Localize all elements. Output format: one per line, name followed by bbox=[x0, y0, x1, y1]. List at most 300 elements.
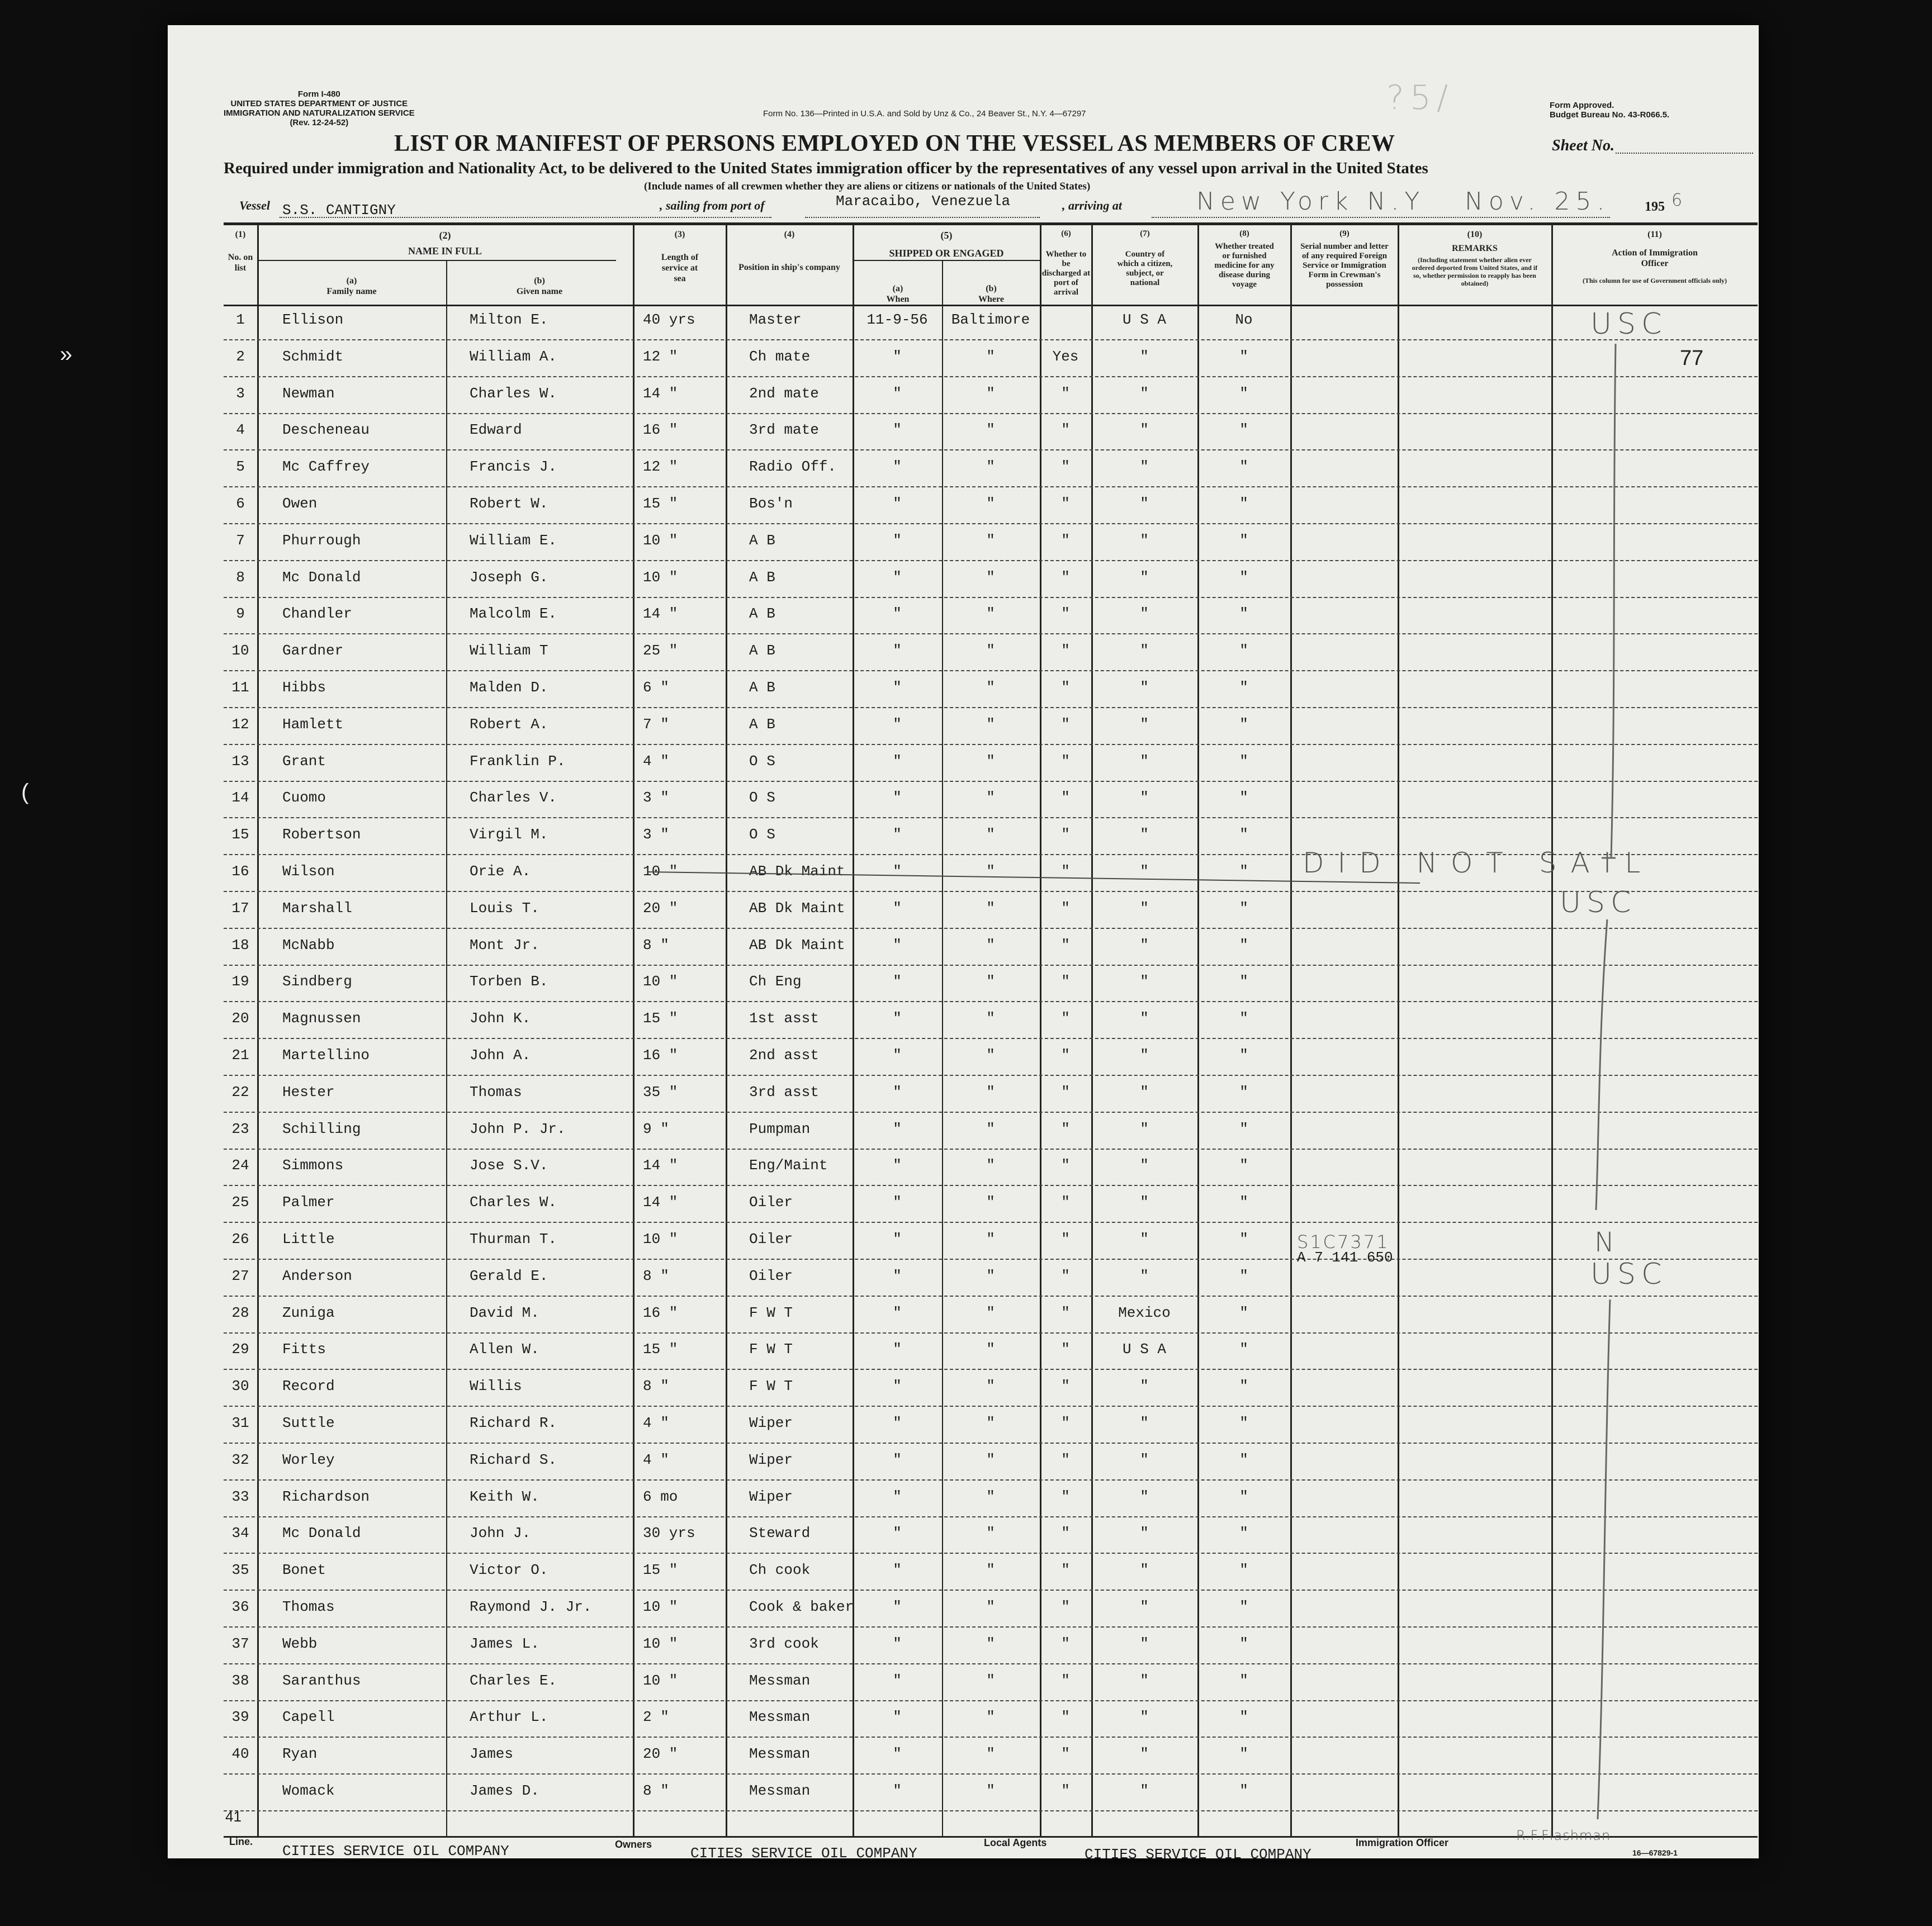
country: " bbox=[1140, 973, 1149, 990]
given-name: Malden D. bbox=[470, 679, 548, 696]
medicine: " bbox=[1239, 1010, 1248, 1027]
medicine: " bbox=[1239, 679, 1248, 696]
row-number: 21 bbox=[231, 1047, 249, 1064]
given-name: James L. bbox=[470, 1635, 539, 1652]
shipped-where: " bbox=[986, 421, 995, 438]
discharge: " bbox=[1061, 1415, 1070, 1431]
country: " bbox=[1140, 1378, 1149, 1394]
form-approved: Form Approved. bbox=[1550, 101, 1614, 110]
page-subtitle: Required under immigration and Nationality Act, to be delivered to the United States immigration officer by the representatives of any vessel upon arrival in the United States bbox=[224, 159, 1428, 177]
discharge: " bbox=[1061, 495, 1070, 512]
shipped-when: " bbox=[893, 1304, 902, 1321]
country: " bbox=[1140, 642, 1149, 659]
position: Oiler bbox=[749, 1268, 793, 1284]
discharge: " bbox=[1061, 1635, 1070, 1652]
medicine: " bbox=[1239, 1194, 1248, 1211]
shipped-when: " bbox=[893, 1010, 902, 1027]
family-name: Worley bbox=[282, 1451, 335, 1468]
service-length: 4 " bbox=[643, 1415, 669, 1431]
position: Messman bbox=[749, 1672, 811, 1689]
discharge: " bbox=[1061, 1709, 1070, 1725]
given-name: Louis T. bbox=[470, 900, 539, 917]
medicine: " bbox=[1239, 1635, 1248, 1652]
shipped-where: " bbox=[986, 900, 995, 917]
service-length: 4 " bbox=[643, 753, 669, 770]
medicine: " bbox=[1239, 973, 1248, 990]
family-name: Saranthus bbox=[282, 1672, 361, 1689]
shipped-when: " bbox=[893, 863, 902, 880]
family-name: Ryan bbox=[282, 1745, 318, 1762]
country: " bbox=[1140, 1084, 1149, 1100]
discharge: " bbox=[1061, 385, 1070, 402]
row-number: 8 bbox=[236, 569, 245, 586]
family-name: Newman bbox=[282, 385, 335, 402]
given-name: James bbox=[470, 1745, 514, 1762]
header-country: (7) Country of which a citizen, subject, or national bbox=[1117, 229, 1173, 287]
serial-annotation-2: A 7 141 650 bbox=[1297, 1249, 1393, 1266]
medicine: " bbox=[1239, 863, 1248, 880]
family-name: Descheneau bbox=[282, 421, 370, 438]
medicine: " bbox=[1239, 716, 1248, 733]
medicine: " bbox=[1239, 605, 1248, 622]
shipped-when: " bbox=[893, 605, 902, 622]
family-name: Schilling bbox=[282, 1121, 361, 1137]
footer-code: 16—67829-1 bbox=[1632, 1848, 1678, 1857]
row-number: 35 bbox=[231, 1562, 249, 1578]
shipped-when: " bbox=[893, 1121, 902, 1137]
shipped-where: " bbox=[986, 532, 995, 549]
family-name: Magnussen bbox=[282, 1010, 361, 1027]
position: 2nd asst bbox=[749, 1047, 819, 1064]
service-length: 16 " bbox=[643, 1304, 678, 1321]
given-name: James D. bbox=[470, 1782, 539, 1799]
shipped-when: " bbox=[893, 789, 902, 806]
position: 3rd cook bbox=[749, 1635, 819, 1652]
given-name: Joseph G. bbox=[470, 569, 548, 586]
country: " bbox=[1140, 1451, 1149, 1468]
shipped-where: " bbox=[986, 716, 995, 733]
medicine: " bbox=[1239, 900, 1248, 917]
discharge: " bbox=[1061, 863, 1070, 880]
country: " bbox=[1140, 716, 1149, 733]
row-number: 29 bbox=[231, 1341, 249, 1358]
shipped-when: " bbox=[893, 1451, 902, 1468]
shipped-when: " bbox=[893, 1047, 902, 1064]
shipped-where: " bbox=[986, 1304, 995, 1321]
sailing-port: Maracaibo, Venezuela bbox=[836, 193, 1011, 210]
given-name: William E. bbox=[470, 532, 557, 549]
shipped-where: " bbox=[986, 1121, 995, 1137]
header-shipped: (5) SHIPPED OR ENGAGED bbox=[889, 230, 1004, 259]
medicine: " bbox=[1239, 532, 1248, 549]
service: IMMIGRATION AND NATURALIZATION SERVICE bbox=[224, 108, 415, 118]
row-number: 40 bbox=[231, 1745, 249, 1762]
family-name: Webb bbox=[282, 1635, 318, 1652]
shipped-when: " bbox=[893, 1194, 902, 1211]
country: " bbox=[1140, 1010, 1149, 1027]
medicine: " bbox=[1239, 348, 1248, 365]
family-name: Capell bbox=[282, 1709, 335, 1725]
service-length: 9 " bbox=[643, 1121, 669, 1137]
family-name: Grant bbox=[282, 753, 326, 770]
shipped-where: " bbox=[986, 1635, 995, 1652]
shipped-where: " bbox=[986, 789, 995, 806]
country: " bbox=[1140, 1782, 1149, 1799]
arriving-label: , arriving at bbox=[1062, 198, 1122, 212]
discharge: " bbox=[1061, 1782, 1070, 1799]
page-note: (Include names of all crewmen whether they are aliens or citizens or nationals of the United States) bbox=[644, 181, 1091, 192]
discharge: " bbox=[1061, 1378, 1070, 1394]
ditto-bracket-lines bbox=[168, 25, 1759, 1858]
medicine: " bbox=[1239, 1672, 1248, 1689]
shipped-when: " bbox=[893, 753, 902, 770]
ditto-bracket-3 bbox=[1598, 1299, 1610, 1819]
discharge: " bbox=[1061, 1304, 1070, 1321]
medicine: " bbox=[1239, 1231, 1248, 1247]
discharge: Yes bbox=[1052, 348, 1079, 365]
given-name: John K. bbox=[470, 1010, 531, 1027]
discharge: " bbox=[1061, 1598, 1070, 1615]
family-name: Chandler bbox=[282, 605, 352, 622]
shipped-where: " bbox=[986, 569, 995, 586]
given-name: Arthur L. bbox=[470, 1709, 548, 1725]
medicine: " bbox=[1239, 826, 1248, 843]
country: " bbox=[1140, 1709, 1149, 1725]
given-name: Thurman T. bbox=[470, 1231, 557, 1247]
sheet-label: Sheet No. bbox=[1552, 137, 1614, 154]
row-number: 6 bbox=[236, 495, 245, 512]
given-name: Willis bbox=[470, 1378, 522, 1394]
family-name: Thomas bbox=[282, 1598, 335, 1615]
country: " bbox=[1140, 1121, 1149, 1137]
form-number: Form I-480 bbox=[297, 89, 340, 99]
shipped-when: " bbox=[893, 348, 902, 365]
margin-mark-2: ( bbox=[21, 780, 29, 804]
row-number: 16 bbox=[231, 863, 249, 880]
shipped-where: " bbox=[986, 1157, 995, 1174]
header-name: (2) NAME IN FULL bbox=[408, 230, 482, 257]
family-name: Bonet bbox=[282, 1562, 326, 1578]
year-prefix: 195 bbox=[1645, 200, 1665, 214]
medicine: " bbox=[1239, 1047, 1248, 1064]
position: Radio Off. bbox=[749, 458, 837, 475]
row-number: 13 bbox=[231, 753, 249, 770]
family-name: Sindberg bbox=[282, 973, 352, 990]
shipped-when: " bbox=[893, 1084, 902, 1100]
position: F W T bbox=[749, 1341, 793, 1358]
medicine: " bbox=[1239, 1157, 1248, 1174]
footer-agents-label: Local Agents bbox=[984, 1837, 1047, 1848]
shipped-where: " bbox=[986, 1745, 995, 1762]
family-name: Suttle bbox=[282, 1415, 335, 1431]
discharge: " bbox=[1061, 1047, 1070, 1064]
family-name: Mc Donald bbox=[282, 1525, 361, 1541]
position: F W T bbox=[749, 1378, 793, 1394]
position: F W T bbox=[749, 1304, 793, 1321]
row-number: 20 bbox=[231, 1010, 249, 1027]
row-number: 1 bbox=[236, 311, 245, 328]
shipped-where: " bbox=[986, 826, 995, 843]
family-name: Record bbox=[282, 1378, 335, 1394]
shipped-where: " bbox=[986, 605, 995, 622]
shipped-when: " bbox=[893, 1231, 902, 1247]
given-name: Jose S.V. bbox=[470, 1157, 548, 1174]
medicine: " bbox=[1239, 1709, 1248, 1725]
shipped-when: " bbox=[893, 495, 902, 512]
header-service: (3) Length of service at sea bbox=[661, 230, 699, 283]
service-length: 8 " bbox=[643, 937, 669, 953]
given-name: Charles V. bbox=[470, 789, 557, 806]
discharge: " bbox=[1061, 1525, 1070, 1541]
budget-bureau: Budget Bureau No. 43-R066.5. bbox=[1550, 110, 1670, 120]
country: " bbox=[1140, 1415, 1149, 1431]
country: " bbox=[1140, 495, 1149, 512]
shipped-where: " bbox=[986, 1010, 995, 1027]
family-name: Mc Caffrey bbox=[282, 458, 370, 475]
given-name: Francis J. bbox=[470, 458, 557, 475]
header-when: (a) When bbox=[886, 284, 910, 304]
row-number: 14 bbox=[231, 789, 249, 806]
given-name: Charles W. bbox=[470, 385, 557, 402]
position: A B bbox=[749, 642, 775, 659]
service-length: 10 " bbox=[643, 569, 678, 586]
header-medicine: (8) Whether treated or furnished medicine for any disease during voyage bbox=[1214, 229, 1275, 289]
shipped-when: " bbox=[893, 900, 902, 917]
officer-signature: R.F.Flashman bbox=[1516, 1828, 1611, 1843]
row-number: 5 bbox=[236, 458, 245, 475]
handwritten-top-mark: ?5/ bbox=[1386, 78, 1454, 117]
row-number: 18 bbox=[231, 937, 249, 953]
given-name: Mont Jr. bbox=[470, 937, 539, 953]
given-name: William T bbox=[470, 642, 548, 659]
serial-annotation-1: S1C7371 bbox=[1297, 1231, 1390, 1253]
discharge: " bbox=[1061, 1488, 1070, 1505]
country: " bbox=[1140, 348, 1149, 365]
discharge: " bbox=[1061, 1121, 1070, 1137]
country: " bbox=[1140, 1672, 1149, 1689]
position: Ch cook bbox=[749, 1562, 811, 1578]
position: 3rd mate bbox=[749, 421, 819, 438]
medicine: " bbox=[1239, 1598, 1248, 1615]
medicine: " bbox=[1239, 789, 1248, 806]
shipped-when: " bbox=[893, 1268, 902, 1284]
discharge: " bbox=[1061, 1157, 1070, 1174]
family-name: Robertson bbox=[282, 826, 361, 843]
country: " bbox=[1140, 1525, 1149, 1541]
footer-agents-company: CITIES SERVICE OIL COMPANY bbox=[1085, 1846, 1311, 1863]
medicine: " bbox=[1239, 1304, 1248, 1321]
service-length: 16 " bbox=[643, 1047, 678, 1064]
position: Wiper bbox=[749, 1488, 793, 1505]
header-position: (4) Position in ship's company bbox=[738, 230, 840, 272]
country: Mexico bbox=[1118, 1304, 1171, 1321]
medicine: " bbox=[1239, 1745, 1248, 1762]
given-name: Milton E. bbox=[470, 311, 548, 328]
family-name: Zuniga bbox=[282, 1304, 335, 1321]
shipped-when: " bbox=[893, 1415, 902, 1431]
medicine: " bbox=[1239, 385, 1248, 402]
shipped-where: " bbox=[986, 1709, 995, 1725]
service-length: 25 " bbox=[643, 642, 678, 659]
country: " bbox=[1140, 863, 1149, 880]
position: O S bbox=[749, 789, 775, 806]
shipped-when: " bbox=[893, 385, 902, 402]
medicine: " bbox=[1239, 1525, 1248, 1541]
discharge: " bbox=[1061, 1562, 1070, 1578]
family-name: Simmons bbox=[282, 1157, 344, 1174]
row-number: 15 bbox=[231, 826, 249, 843]
shipped-where: " bbox=[986, 1488, 995, 1505]
medicine: " bbox=[1239, 1121, 1248, 1137]
country: " bbox=[1140, 385, 1149, 402]
shipped-when: " bbox=[893, 569, 902, 586]
shipped-when: " bbox=[893, 826, 902, 843]
row-number: 39 bbox=[231, 1709, 249, 1725]
given-name: Charles W. bbox=[470, 1194, 557, 1211]
footer-officer-label: Immigration Officer bbox=[1356, 1837, 1449, 1848]
given-name: Charles E. bbox=[470, 1672, 557, 1689]
country: " bbox=[1140, 1231, 1149, 1247]
header-action: (11) Action of Immigration Officer (This column for use of Government officials only) bbox=[1582, 230, 1727, 284]
position: A B bbox=[749, 605, 775, 622]
shipped-where: " bbox=[986, 1598, 995, 1615]
row-number: 24 bbox=[231, 1157, 249, 1174]
given-name: Allen W. bbox=[470, 1341, 539, 1358]
shipped-when: " bbox=[893, 1635, 902, 1652]
given-name: Franklin P. bbox=[470, 753, 566, 770]
position: O S bbox=[749, 753, 775, 770]
header-where: (b) Where bbox=[978, 284, 1004, 304]
shipped-when: " bbox=[893, 973, 902, 990]
country: " bbox=[1140, 421, 1149, 438]
discharge: " bbox=[1061, 1745, 1070, 1762]
service-length: 35 " bbox=[643, 1084, 678, 1100]
family-name: Hester bbox=[282, 1084, 335, 1100]
service-length: 14 " bbox=[643, 605, 678, 622]
medicine: " bbox=[1239, 642, 1248, 659]
medicine: " bbox=[1239, 458, 1248, 475]
shipped-where: " bbox=[986, 1084, 995, 1100]
service-length: 12 " bbox=[643, 348, 678, 365]
service-length: 12 " bbox=[643, 458, 678, 475]
row-number: 19 bbox=[231, 973, 249, 990]
service-length: 20 " bbox=[643, 1745, 678, 1762]
given-name: Thomas bbox=[470, 1084, 522, 1100]
row-number: 11 bbox=[231, 679, 249, 696]
position: 3rd asst bbox=[749, 1084, 819, 1100]
shipped-where: " bbox=[986, 1525, 995, 1541]
position: Wiper bbox=[749, 1415, 793, 1431]
position: AB Dk Maint bbox=[749, 937, 845, 953]
medicine: " bbox=[1239, 1488, 1248, 1505]
header-remarks: (10) REMARKS (Including statement whether alien ever ordered deported from United States, and if so, whether permission to reapply has been obtained) bbox=[1412, 230, 1538, 287]
year-suffix: 6 bbox=[1671, 191, 1688, 210]
family-name: Cuomo bbox=[282, 789, 326, 806]
header-serial: (9) Serial number and letter of any required Foreign Service or Immigration Form in Crewman's possession bbox=[1300, 229, 1389, 289]
country: " bbox=[1140, 532, 1149, 549]
country: " bbox=[1140, 458, 1149, 475]
row-number: 33 bbox=[231, 1488, 249, 1505]
shipped-where: " bbox=[986, 1341, 995, 1358]
country: " bbox=[1140, 1562, 1149, 1578]
shipped-when: " bbox=[893, 937, 902, 953]
medicine: " bbox=[1239, 1268, 1248, 1284]
service-length: 14 " bbox=[643, 385, 678, 402]
service-length: 6 mo bbox=[643, 1488, 678, 1505]
service-length: 2 " bbox=[643, 1709, 669, 1725]
row-number: 31 bbox=[231, 1415, 249, 1431]
family-name: Phurrough bbox=[282, 532, 361, 549]
service-length: 15 " bbox=[643, 495, 678, 512]
given-name: Torben B. bbox=[470, 973, 548, 990]
service-length: 16 " bbox=[643, 421, 678, 438]
discharge: " bbox=[1061, 421, 1070, 438]
printer-note: Form No. 136—Printed in U.S.A. and Sold by Unz & Co., 24 Beaver St., N.Y. 4—67297 bbox=[763, 109, 1086, 118]
given-name: Victor O. bbox=[470, 1562, 548, 1578]
service-length: 3 " bbox=[643, 789, 669, 806]
discharge: " bbox=[1061, 900, 1070, 917]
footer-line-company: CITIES SERVICE OIL COMPANY bbox=[282, 1843, 509, 1859]
given-name: Robert A. bbox=[470, 716, 548, 733]
shipped-when: " bbox=[893, 1378, 902, 1394]
family-name: Anderson bbox=[282, 1268, 352, 1284]
arrival-date: Nov. 25. bbox=[1465, 187, 1611, 216]
shipped-where: " bbox=[986, 863, 995, 880]
shipped-when: " bbox=[893, 679, 902, 696]
service-length: 8 " bbox=[643, 1378, 669, 1394]
shipped-when: 11-9-56 bbox=[866, 311, 928, 328]
position: Wiper bbox=[749, 1451, 793, 1468]
family-name: Hibbs bbox=[282, 679, 326, 696]
shipped-where: " bbox=[986, 1268, 995, 1284]
service-length: 3 " bbox=[643, 826, 669, 843]
discharge: " bbox=[1061, 1672, 1070, 1689]
row-number: 37 bbox=[231, 1635, 249, 1652]
family-name: Schmidt bbox=[282, 348, 344, 365]
shipped-when: " bbox=[893, 1598, 902, 1615]
country: " bbox=[1140, 679, 1149, 696]
header-no: (1) No. on list bbox=[228, 230, 253, 273]
family-name: Martellino bbox=[282, 1047, 370, 1064]
row-number: 27 bbox=[231, 1268, 249, 1284]
usc-annotation-1: USC bbox=[1590, 307, 1668, 341]
discharge: " bbox=[1061, 973, 1070, 990]
shipped-where: " bbox=[986, 1782, 995, 1799]
n-annotation: N bbox=[1594, 1227, 1620, 1258]
shipped-when: " bbox=[893, 1709, 902, 1725]
family-name: Mc Donald bbox=[282, 569, 361, 586]
position: Oiler bbox=[749, 1194, 793, 1211]
shipped-where: " bbox=[986, 1378, 995, 1394]
family-name: Fitts bbox=[282, 1341, 326, 1358]
country: " bbox=[1140, 937, 1149, 953]
shipped-where: " bbox=[986, 495, 995, 512]
given-name: Richard S. bbox=[470, 1451, 557, 1468]
did-not-sail-annotation: DID NOT SAIL bbox=[1303, 847, 1654, 879]
shipped-where: " bbox=[986, 1415, 995, 1431]
shipped-when: " bbox=[893, 1525, 902, 1541]
service-length: 30 yrs bbox=[643, 1525, 695, 1541]
position: AB Dk Maint bbox=[749, 863, 845, 880]
service-length: 40 yrs bbox=[643, 311, 695, 328]
discharge: " bbox=[1061, 679, 1070, 696]
given-name: Malcolm E. bbox=[470, 605, 557, 622]
given-name: John A. bbox=[470, 1047, 531, 1064]
shipped-where: " bbox=[986, 1672, 995, 1689]
margin-mark-1: » bbox=[60, 342, 73, 367]
shipped-where: Baltimore bbox=[951, 311, 1030, 328]
family-name: Owen bbox=[282, 495, 318, 512]
